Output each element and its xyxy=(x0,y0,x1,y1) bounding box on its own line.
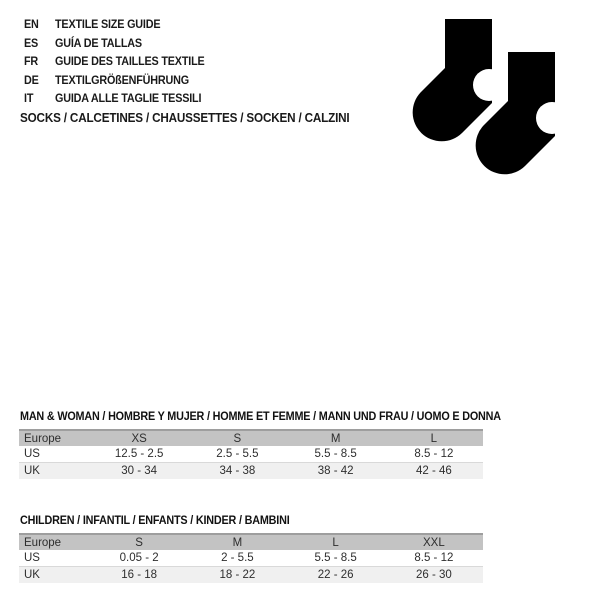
language-label: GUIDE DES TAILLES TEXTILE xyxy=(55,54,205,69)
size-value: 5.5 - 8.5 xyxy=(287,446,385,463)
region-label: UK xyxy=(19,463,90,480)
language-label: GUÍA DE TALLAS xyxy=(55,35,142,50)
size-value: 0.05 - 2 xyxy=(90,550,188,567)
column-header-region: Europe xyxy=(19,430,90,446)
table-row-us xyxy=(19,550,483,567)
size-value: 2 - 5.5 xyxy=(188,550,286,567)
column-header-size: XS xyxy=(90,430,188,446)
table-title-adults: MAN & WOMAN / HOMBRE Y MUJER / HOMME ET FEMME / MANN UND FRAU / UOMO E DONNA xyxy=(20,409,501,423)
column-header-size: M xyxy=(287,430,385,446)
size-table-children xyxy=(19,533,483,583)
region-label: US xyxy=(19,446,90,463)
language-code: IT xyxy=(24,91,34,106)
size-value: 8.5 - 12 xyxy=(385,550,483,567)
table-title-children: CHILDREN / INFANTIL / ENFANTS / KINDER / BAMBINI xyxy=(20,513,290,527)
size-value: 22 - 26 xyxy=(287,567,385,584)
region-label: UK xyxy=(19,567,90,584)
size-value: 26 - 30 xyxy=(385,567,483,584)
size-value: 18 - 22 xyxy=(188,567,286,584)
column-header-region: Europe xyxy=(19,534,90,550)
size-value: 42 - 46 xyxy=(385,463,483,480)
table-row-uk xyxy=(19,567,483,584)
size-table-adults xyxy=(19,429,483,479)
size-value: 34 - 38 xyxy=(188,463,286,480)
table-row-us xyxy=(19,446,483,463)
language-label: GUIDA ALLE TAGLIE TESSILI xyxy=(55,91,202,106)
size-value: 2.5 - 5.5 xyxy=(188,446,286,463)
table-header-row xyxy=(19,430,483,446)
table-header-row xyxy=(19,534,483,550)
size-value: 8.5 - 12 xyxy=(385,446,483,463)
region-label: US xyxy=(19,550,90,567)
table-row-uk xyxy=(19,463,483,480)
language-code: DE xyxy=(24,72,39,87)
language-code: EN xyxy=(24,17,39,31)
column-header-size: L xyxy=(287,534,385,550)
column-header-size: S xyxy=(90,534,188,550)
column-header-size: S xyxy=(188,430,286,446)
size-value: 16 - 18 xyxy=(90,567,188,584)
socks-icon xyxy=(412,19,570,177)
size-table-section-children xyxy=(19,513,483,583)
size-value: 12.5 - 2.5 xyxy=(90,446,188,463)
language-label: TEXTILGRÖßENFÜHRUNG xyxy=(55,72,189,87)
language-label: TEXTILE SIZE GUIDE xyxy=(55,17,161,31)
size-value: 30 - 34 xyxy=(90,463,188,480)
column-header-size: M xyxy=(188,534,286,550)
language-code: FR xyxy=(24,54,39,69)
size-value: 5.5 - 8.5 xyxy=(287,550,385,567)
size-value: 38 - 42 xyxy=(287,463,385,480)
language-code: ES xyxy=(24,35,39,50)
column-header-size: L xyxy=(385,430,483,446)
size-table-section-adults xyxy=(19,409,501,479)
column-header-size: XXL xyxy=(385,534,483,550)
category-title: SOCKS / CALCETINES / CHAUSSETTES / SOCKEN / CALZINI xyxy=(20,110,350,125)
language-list xyxy=(24,15,221,108)
